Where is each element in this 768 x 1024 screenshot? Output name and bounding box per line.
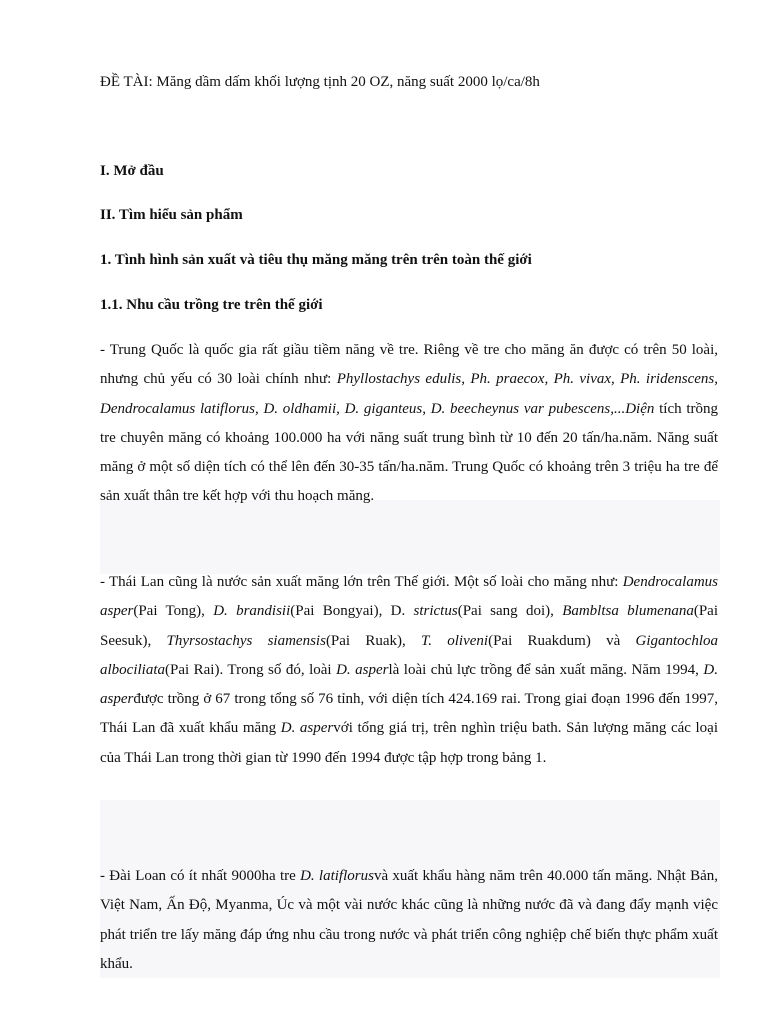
species-name: Bambltsa blumenana bbox=[562, 603, 694, 620]
species-name: Gigantochloa albociliata bbox=[100, 632, 719, 678]
document-title: ĐỀ TÀI: Măng dầm dấm khối lượng tịnh 20 OZ, năng suất 2000 lọ/ca/8h bbox=[100, 74, 540, 90]
species-name: T. oliveni bbox=[421, 632, 489, 649]
species-name: strictus bbox=[413, 603, 458, 620]
species-name: D. asper bbox=[100, 661, 718, 708]
species-name: D. asper bbox=[336, 661, 389, 678]
section-heading-product: II. Tìm hiểu sản phẩm bbox=[100, 207, 243, 223]
subsection-heading-demand: 1.1. Nhu cầu trồng tre trên thế giới bbox=[100, 297, 323, 313]
section-heading-intro: I. Mở đầu bbox=[100, 163, 164, 179]
paragraph-thailand: - Thái Lan cũng là nước sản xuất măng lớn trên Thế giới. Một số loài cho măng như: Dendrocalamus asper(Pai Tong), D. brandisii(Pai Bongyai), D. strictus(Pai sang doi), Bambltsa blumenana(Pai Seesuk), Thyrsostachys siamensis(Pai Ruak), T. oliveni(Pai Ruakdum) và Gigantochloa albociliata(Pai Rai). Trong số đó, loài D. asperlà loài chủ lực trồng để sản xuất măng. Năm 1994, D. asperđược trồng ở 67 trong tổng số 76 tỉnh, với diện tích 424.169 rai. Trong giai đoạn 1996 đến 1997, Thái Lan đã xuất khẩu măng D. aspervới tổng giá trị, trên nghìn triệu bath. Sản lượng măng các loại của Thái Lan trong thời gian từ 1990 đến 1994 được tập hợp trong bảng 1. bbox=[100, 574, 719, 766]
species-name: D. brandisii bbox=[213, 603, 291, 620]
species-name: Dendrocalamus asper bbox=[100, 574, 718, 620]
species-names: Phyllostachys edulis, Ph. praecox, Ph. vivax, Ph. iridenscens, Dendrocalamus latiflorus, D. oldhamii, D. giganteus, D. beecheynus var pubescens,...Diện bbox=[100, 371, 718, 417]
subsection-heading-production: 1. Tình hình sản xuất và tiêu thụ măng măng trên trên toàn thế giới bbox=[100, 252, 532, 268]
page-shading-band bbox=[100, 800, 720, 868]
species-name: D. latiflorus bbox=[300, 868, 374, 884]
paragraph-china: - Trung Quốc là quốc gia rất giầu tiềm năng về tre. Riêng về tre cho măng ăn được có trên 50 loài, nhưng chủ yếu có 30 loài chính như: Phyllostachys edulis, Ph. praecox, Ph. vivax, Ph. iridenscens, Dendrocalamus latiflorus, D. oldhamii, D. giganteus, D. beecheynus var pubescens,...Diện tích trồng tre chuyên măng có khoảng 100.000 ha với năng suất trung bình từ 10 đến 20 tấn/ha.năm. Năng suất măng ở một số diện tích có thể lên đến 30-35 tấn/ha.năm. Trung Quốc có khoảng trên 3 triệu ha tre để sản xuất thân tre kết hợp với thu hoạch măng. bbox=[100, 342, 718, 505]
paragraph-taiwan: - Đài Loan có ít nhất 9000ha tre D. latiflorusvà xuất khẩu hàng năm trên 40.000 tấn măng. Nhật Bản, Việt Nam, Ấn Độ, Myanma, Úc và một vài nước khác cũng là những nước đã và đang đẩy mạnh việc phát triển tre lấy măng đáp ứng nhu cầu trong nước và phát triển công nghiệp chế biến thực phẩm xuất khẩu. bbox=[100, 868, 718, 972]
species-name: Thyrsostachys siamensis bbox=[166, 632, 326, 649]
species-name: D. asper bbox=[280, 720, 334, 737]
